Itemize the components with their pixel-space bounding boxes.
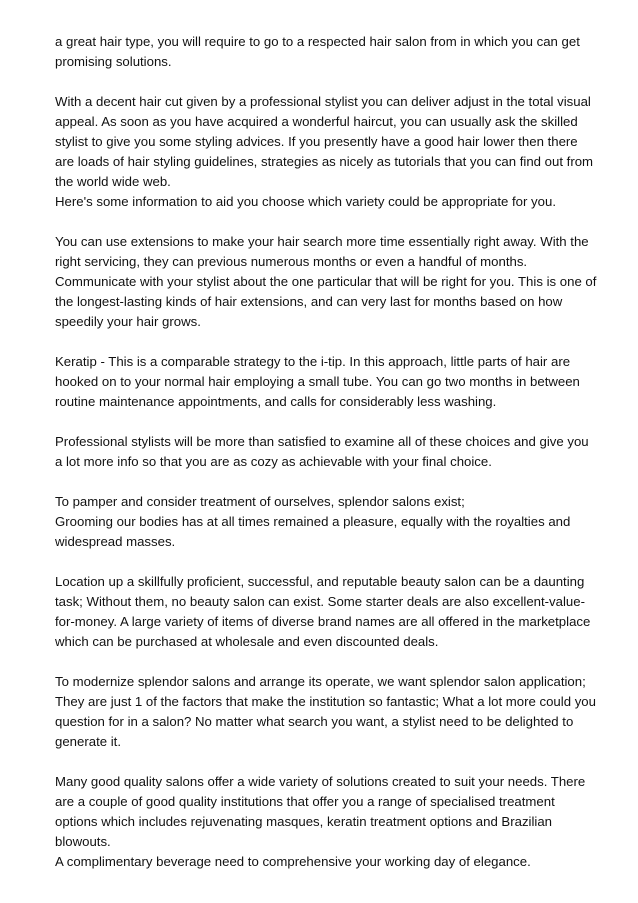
text-line: With a decent hair cut given by a professional stylist you can deliver adjust in the total visual (55, 94, 591, 109)
text-line: To pamper and consider treatment of ourselves, splendor salons exist; (55, 494, 465, 509)
text-line: stylist to give you some styling advices. If you presently have a good hair lower then there (55, 134, 578, 149)
text-line: speedily your hair grows. (55, 314, 201, 329)
paragraph-7 (55, 572, 595, 652)
text-line: question for in a salon? No matter what search you want, a stylist need to be delighted to (55, 714, 574, 729)
text-line: appeal. As soon as you have acquired a wonderful haircut, you can usually ask the skilled (55, 114, 578, 129)
text-line: widespread masses. (55, 534, 176, 549)
text-line: the longest-lasting kinds of hair extensions, and can very last for months based on how (55, 294, 563, 309)
document-body (55, 32, 595, 892)
text-line: the world wide web. (55, 174, 171, 189)
text-line: are a couple of good quality institutions that offer you a range of specialised treatment (55, 794, 555, 809)
text-line: task; Without them, no beauty salon can exist. Some starter deals are also excellent-value- (55, 594, 585, 609)
paragraph-1 (55, 32, 595, 72)
text-line: Grooming our bodies has at all times remained a pleasure, equally with the royalties and (55, 514, 571, 529)
paragraph-9 (55, 772, 595, 872)
text-line: promising solutions. (55, 54, 172, 69)
text-line: They are just 1 of the factors that make the institution so fantastic; What a lot more could you (55, 694, 596, 709)
text-line: for-money. A large variety of items of diverse brand names are all offered in the marketplace (55, 614, 591, 629)
paragraph-5 (55, 432, 595, 472)
paragraph-6 (55, 492, 595, 552)
text-line: To modernize splendor salons and arrange its operate, we want splendor salon application; (55, 674, 586, 689)
text-line: hooked on to your normal hair employing a small tube. You can go two months in between (55, 374, 580, 389)
text-line: generate it. (55, 734, 121, 749)
paragraph-3 (55, 232, 595, 332)
text-line: right servicing, they can previous numerous months or even a handful of months. (55, 254, 528, 269)
text-line: are loads of hair styling guidelines, strategies as nicely as tutorials that you can find out from (55, 154, 594, 169)
text-line: a great hair type, you will require to go to a respected hair salon from in which you can get (55, 34, 580, 49)
text-line: Here's some information to aid you choose which variety could be appropriate for you. (55, 194, 556, 209)
text-line: routine maintenance appointments, and calls for considerably less washing. (55, 394, 497, 409)
text-line: Professional stylists will be more than satisfied to examine all of these choices and give you (55, 434, 589, 449)
text-line: You can use extensions to make your hair search more time essentially right away. With the (55, 234, 589, 249)
text-line: Keratip - This is a comparable strategy to the i-tip. In this approach, little parts of hair are (55, 354, 571, 369)
text-line: Location up a skillfully proficient, successful, and reputable beauty salon can be a daunting (55, 574, 585, 589)
text-line: Many good quality salons offer a wide variety of solutions created to suit your needs. There (55, 774, 586, 789)
text-line: blowouts. (55, 834, 111, 849)
paragraph-8 (55, 672, 595, 752)
text-line: Communicate with your stylist about the one particular that will be right for you. This is one of (55, 274, 597, 289)
text-line: options which includes rejuvenating masques, keratin treatment options and Brazilian (55, 814, 553, 829)
paragraph-4 (55, 352, 595, 412)
text-line: A complimentary beverage need to comprehensive your working day of elegance. (55, 854, 531, 869)
paragraph-2 (55, 92, 595, 212)
text-line: a lot more info so that you are as cozy as achievable with your final choice. (55, 454, 492, 469)
text-line: which can be purchased at wholesale and even discounted deals. (55, 634, 439, 649)
